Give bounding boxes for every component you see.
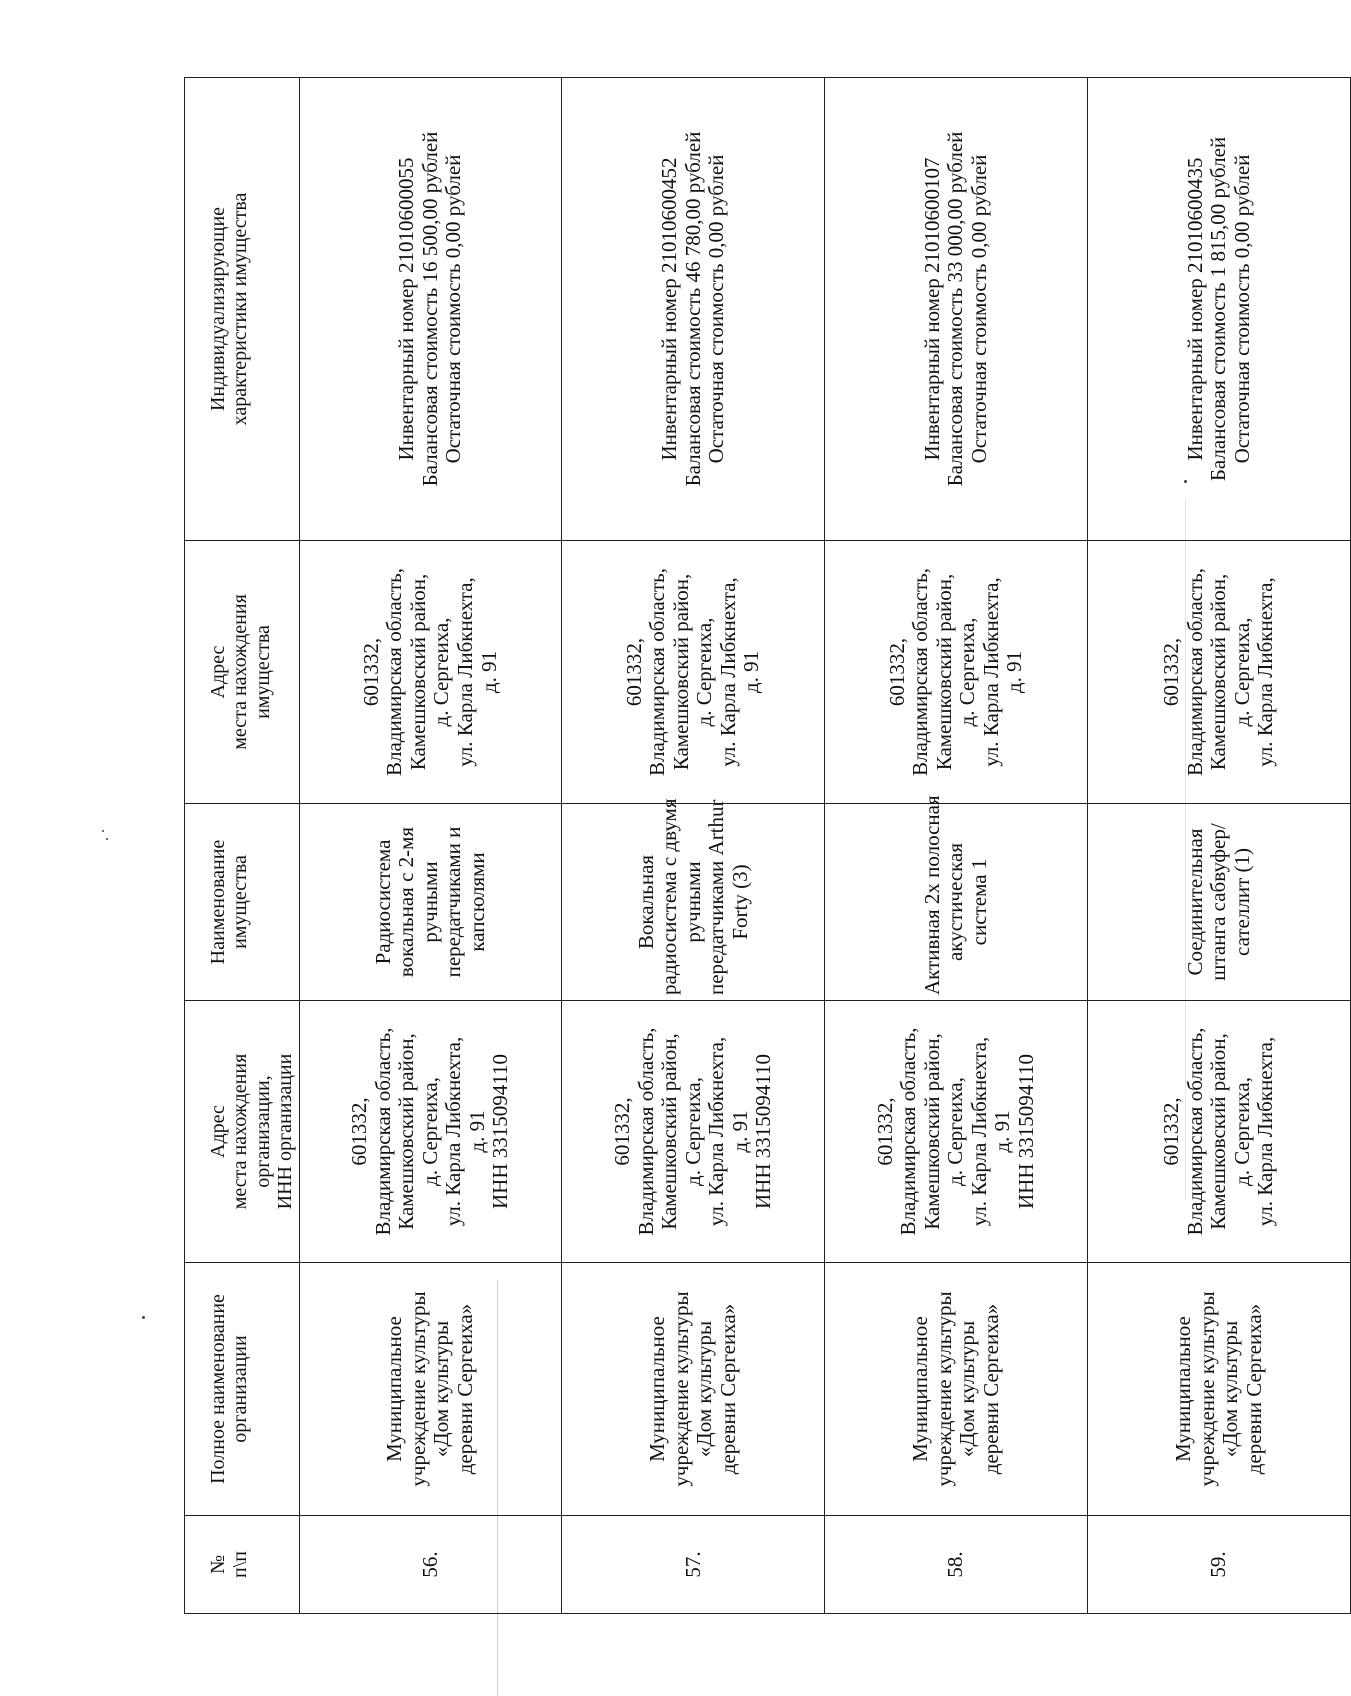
property-name-cell [562,798,825,1001]
property-details-cell [562,78,825,541]
text-line: Камешковский район, [394,1033,419,1230]
text-line: Муниципальное [645,1316,670,1462]
text-line: 601332, [610,1097,635,1166]
text-line: ручными [417,861,442,943]
text-line: ул. Карла Либкнехта, [704,1036,729,1227]
row-number: 59. [1088,1516,1351,1614]
text-line: ИНН 3315094110 [1014,1054,1038,1209]
text-line: Активная 2х полосная [919,795,944,995]
text-line: «Дом культуры [429,1320,454,1458]
text-line: Радиосистема [370,839,395,965]
text-line: д. Сергеиха, [680,1077,705,1186]
text-line: 601332, [872,1097,897,1166]
scan-speck [106,838,108,840]
text-line: ручными [680,861,705,943]
text-line: капсюлями [464,852,489,952]
text-line: ИНН 3315094110 [488,1054,513,1209]
header-property-name [185,804,300,1001]
text-line: д. 91 [1002,650,1027,694]
org-name-cell [1088,1263,1351,1516]
text-line: «Дом культуры [1218,1320,1243,1458]
header-line: имущества [229,855,252,949]
text-line: вокальная с 2-мя [394,826,419,978]
text-line: Балансовая стоимость 16 500,00 рублей [417,131,442,487]
text-line: Владимирская область, [1182,1027,1207,1236]
text-line: ул. Карла Либкнехта, [978,577,1003,767]
text-line: Владимирская область, [633,1027,658,1236]
text-line: Инвентарный номер 21010600107 [919,157,944,461]
text-line: деревни Сергеиха» [978,1303,1003,1475]
org-address-cell [562,1001,825,1263]
text-line: передатчиками Arthur [704,799,729,995]
text-line: Камешковский район, [657,1033,682,1230]
property-details-cell [1088,78,1351,541]
text-line: Владимирская область, [370,1027,395,1236]
scan-speck [142,1316,145,1319]
property-address-cell [562,541,825,804]
text-line: 601332, [1159,637,1184,707]
header-number [185,1516,300,1614]
text-line: Камешковский район, [919,1033,944,1230]
header-line: Полное наименование [207,1294,229,1484]
text-line: деревни Сергеиха» [1241,1303,1266,1475]
text-line: Камешковский район, [405,573,430,771]
text-line: Остаточная стоимость 0,00 рублей [441,154,466,464]
header-line: п\п [229,1551,252,1578]
text-line: 601332, [1159,1097,1184,1166]
text-line: учреждение культуры [668,1291,693,1487]
text-line: радиосистема с двумя [657,798,682,995]
header-org-address [185,1001,300,1263]
text-line: д. 91 [727,1110,752,1153]
text-line: Остаточная стоимость 0,00 рублей [704,154,729,464]
table-row [825,78,1088,1614]
property-details-cell [299,78,562,541]
text-line: 601332, [347,1097,372,1166]
org-name-cell [825,1263,1088,1516]
header-line: № [207,1554,229,1575]
text-line: акустическая [943,842,968,962]
text-line: Остаточная стоимость 0,00 рублей [966,154,991,464]
property-address-cell [1088,541,1351,804]
header-property-details [185,78,300,541]
text-line: Вокальная [633,854,658,950]
text-line: деревни Сергеиха» [453,1303,477,1475]
header-line: характеристики имущества [229,192,252,426]
text-line: 601332, [621,637,646,707]
text-line: учреждение культуры [1194,1291,1219,1487]
text-line: передатчиками и [441,826,466,978]
text-line: система 1 [966,858,991,946]
text-line: штанга сабвуфер/ [1206,823,1231,981]
text-line: Инвентарный номер 21010600452 [657,157,682,461]
text-line: Камешковский район, [1206,573,1231,771]
text-line: Forty (3) [727,864,752,940]
text-line: д. Сергеиха, [1229,1077,1254,1186]
text-line: д. 91 [464,1110,489,1153]
text-line: д. 91 [739,650,764,694]
text-line: Камешковский район, [931,573,956,771]
row-number: 57. [562,1516,825,1614]
org-name-cell [299,1263,562,1516]
text-line: деревни Сергеиха» [715,1303,740,1475]
text-line: Балансовая стоимость 1 815,00 рублей [1206,136,1231,482]
text-line: Балансовая стоимость 46 780,00 рублей [680,131,705,487]
text-line: д. Сергеиха, [429,617,454,727]
text-line: ул. Карла Либкнехта, [1253,577,1278,767]
text-line: Соединительная [1182,828,1207,976]
row-number: 56. [299,1516,562,1614]
header-line: имущества [251,625,274,719]
property-register-table [184,77,1351,1614]
table-row [299,78,562,1614]
text-line: 601332, [884,637,909,707]
property-address-cell [299,541,562,804]
table-row [1088,78,1351,1614]
header-line: ИНН организации [274,1053,297,1210]
text-line: Остаточная стоимость 0,00 рублей [1229,154,1254,464]
text-line: 601332, [358,637,383,707]
org-name-cell [562,1263,825,1516]
text-line: Инвентарный номер 21010600055 [394,157,419,461]
text-line: д. Сергеиха, [1229,617,1254,727]
property-name-cell [299,804,562,1001]
org-address-cell [1088,1001,1351,1263]
text-line: ИНН 3315094110 [751,1054,776,1209]
text-line: ул. Карла Либкнехта, [715,577,740,767]
text-line: Балансовая стоимость 33 000,00 рублей [943,131,968,487]
text-line: ул. Карла Либкнехта, [966,1036,991,1227]
text-line: д. 91 [476,650,501,694]
text-line: ул. Карла Либкнехта, [453,577,477,767]
text-line: Муниципальное [908,1316,933,1462]
header-line: места нахождения [229,1053,252,1210]
text-line: д. Сергеиха, [943,1077,968,1186]
header-org-name [185,1263,300,1516]
header-line: Адрес [207,1105,229,1158]
property-address-cell [825,541,1088,804]
table-row [562,78,825,1614]
property-details-cell [825,78,1088,541]
text-line: «Дом культуры [955,1320,980,1458]
rotated-document-page [184,78,1351,1614]
text-line: Камешковский район, [668,573,693,771]
org-address-cell [825,1001,1088,1263]
text-line: д. Сергеиха, [692,617,717,727]
text-line: ул. Карла Либкнехта, [441,1036,466,1227]
header-line: организации [229,1335,252,1443]
row-number: 58. [825,1516,1088,1614]
text-line: Муниципальное [1171,1316,1196,1462]
text-line: д. Сергеиха, [417,1077,442,1186]
text-line: Инвентарный номер 21010600435 [1182,157,1207,461]
text-line: Владимирская область, [382,568,407,776]
text-line: Муниципальное [382,1316,407,1462]
header-line: Индивидуализирующие [207,206,229,412]
text-line: Владимирская область, [645,568,670,776]
text-line: Владимирская область, [1182,568,1207,776]
text-line: д. Сергеиха, [955,617,980,727]
text-line: «Дом культуры [692,1320,717,1458]
text-line: сателлит (1) [1229,848,1254,956]
text-line: учреждение культуры [405,1291,430,1487]
header-line: организации, [251,1075,274,1188]
table-header-row [185,78,300,1614]
header-line: Адрес [207,645,229,699]
text-line: д. 91 [990,1110,1015,1153]
header-line: места нахождения [229,594,252,750]
header-property-address [185,541,300,804]
property-name-cell [1088,804,1351,1001]
text-line: Владимирская область, [908,568,933,776]
text-line: учреждение культуры [931,1291,956,1487]
property-name-cell [825,795,1088,1001]
org-address-cell [299,1001,562,1263]
text-line: Камешковский район, [1206,1033,1231,1230]
header-line: Наименование [207,839,229,965]
text-line: ул. Карла Либкнехта, [1253,1036,1278,1227]
text-line: Владимирская область, [896,1027,921,1236]
scan-speck [102,830,104,832]
